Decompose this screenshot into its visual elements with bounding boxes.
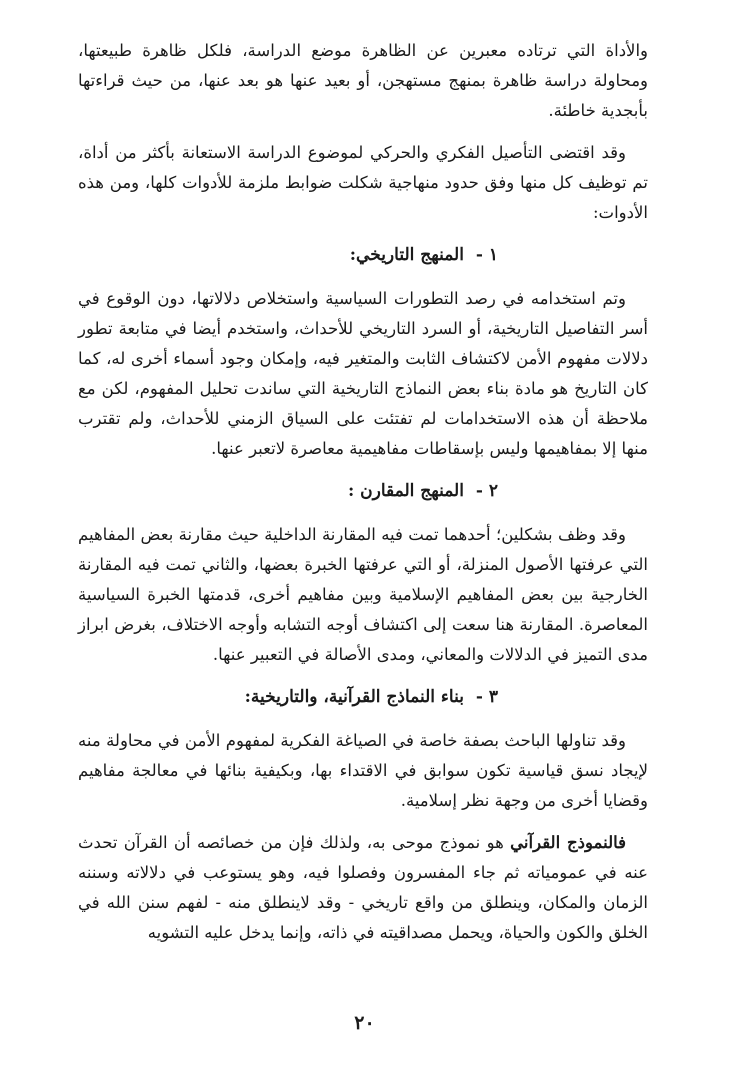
paragraph-lead-term: فالنموذج القرآني	[510, 833, 627, 852]
paragraph-quranic-model	[78, 828, 648, 948]
section-text-historical: وتم استخدامه في رصد التطورات السياسية واستخلاص دلالاتها، دون الوقوع في أسر التفاصيل التاريخية، أو السرد التاريخي للأحداث، واستخدم أيضا في متابعة تطور دلالات مفهوم الأمن لاكتشاف الثابت والمتغير فيه، وإمكان وجود أسماء أخرى له، كما كان التاريخ هو مادة بناء بعض النماذج التاريخية التي ساندت تحليل المفهوم، لكن مع ملاحظة أن هذه الاستخدامات لم تفتئت على السياق الزمني للأحداث، ولم تقترب منها إلا بمفاهيمها وليس بإسقاطات مفاهيمية معاصرة لاتعبر عنها.	[78, 289, 648, 458]
page-number: ٢٠	[354, 1012, 375, 1034]
page-body	[78, 36, 648, 960]
paragraph-intro-1: والأداة التي ترتاده معبرين عن الظاهرة موضع الدراسة، فلكل ظاهرة طبيعتها، ومحاولة دراسة ظاهرة بمنهج مستهجن، أو بعيد عنها هو بعد عنها، من حيث قراءتها بأبجدية خاطئة.	[78, 41, 648, 120]
section-number: ١ -	[475, 245, 498, 265]
section-heading-historical	[78, 240, 648, 270]
section-title: بناء النماذج القرآنية، والتاريخية:	[244, 687, 464, 707]
paragraph-intro-2: وقد اقتضى التأصيل الفكري والحركي لموضوع الدراسة الاستعانة بأكثر من أداة، تم توظيف كل منها وفق حدود منهاجية شكلت ضوابط ملزمة للأدوات كلها، ومن هذه الأدوات:	[78, 143, 648, 222]
section-heading-comparative	[78, 476, 648, 506]
section-heading-models	[78, 682, 648, 712]
paragraph-body: هو نموذج موحى به، ولذلك فإن من خصائصه أن القرآن تحدث عنه في عمومياته ثم جاء المفسرون وفصلوا فيه، وهو يستوعب في دلالاته وسننه الزمان والمكان، وينطلق من واقع تاريخي - وقد لاينطلق منه - لفهم سنن الله في الخلق والكون والحياة، ويحمل مصداقيته في ذاته، وإنما يدخل عليه التشويه	[78, 833, 648, 942]
section-title: المنهج التاريخي:	[349, 245, 464, 265]
section-title: المنهج المقارن :	[347, 481, 464, 501]
section-text-comparative: وقد وظف بشكلين؛ أحدهما تمت فيه المقارنة الداخلية حيث مقارنة بعض المفاهيم التي عرفتها الأصول المنزلة، أو التي عرفتها الخبرة بعضها، والثاني تمت فيه المقارنة الخارجية بين بعض المفاهيم الإسلامية وبين مفاهيم أخرى، قدمتها الخبرة السياسية المعاصرة. المقارنة هنا سعت إلى اكتشاف أوجه التشابه وأوجه الاختلاف، بغرض ابراز مدى التميز في الدلالات والمعاني، ومدى الأصالة في التعبير عنها.	[78, 525, 648, 664]
section-number: ٣ -	[475, 687, 498, 707]
section-text-models: وقد تناولها الباحث بصفة خاصة في الصياغة الفكرية لمفهوم الأمن في محاولة منه لإيجاد نسق قياسية تكون سوابق في الاقتداء بها، وبكيفية بنائها في معالجة مفاهيم وقضايا أخرى من وجهة نظر إسلامية.	[78, 731, 648, 810]
section-number: ٢ -	[475, 481, 498, 501]
